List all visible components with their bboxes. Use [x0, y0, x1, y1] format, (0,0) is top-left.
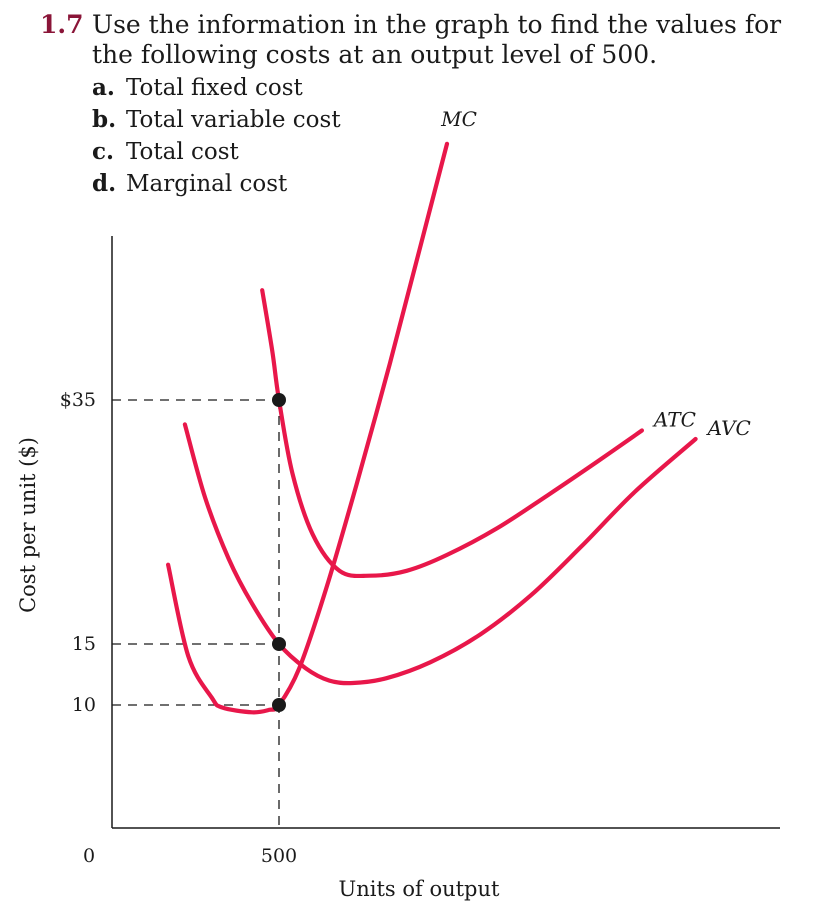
part-letter: a.: [92, 74, 115, 101]
problem-number: 1.7: [40, 10, 84, 39]
point-avc-at-500: [272, 637, 286, 651]
y-tick-label: $35: [59, 389, 96, 411]
y-axis-title: Cost per unit ($): [16, 437, 40, 613]
curve-label-avc: AVC: [707, 416, 751, 441]
curve-label-mc: MC: [441, 106, 477, 131]
point-atc-at-500: [272, 393, 286, 407]
part-letter: b.: [92, 106, 117, 133]
point-mc-at-500: [272, 698, 286, 712]
curve-atc: [262, 290, 642, 576]
part-text: Marginal cost: [126, 171, 288, 197]
part-letter: d.: [92, 170, 117, 197]
part-text: Total cost: [126, 139, 239, 165]
part-letter: c.: [92, 138, 115, 165]
x-axis-title: Units of output: [338, 877, 500, 901]
part-text: Total variable cost: [126, 107, 341, 133]
x-tick-label: 500: [260, 845, 298, 867]
y-tick-label: 15: [71, 633, 96, 655]
curve-label-atc: ATC: [653, 407, 696, 432]
x-tick-label: 0: [82, 845, 96, 867]
curve-mc: [168, 144, 447, 713]
part-text: Total fixed cost: [126, 75, 303, 101]
problem-text: Use the information in the graph to find the values for the following costs at an output level of 500.: [92, 10, 782, 69]
y-tick-label: 10: [71, 694, 96, 716]
